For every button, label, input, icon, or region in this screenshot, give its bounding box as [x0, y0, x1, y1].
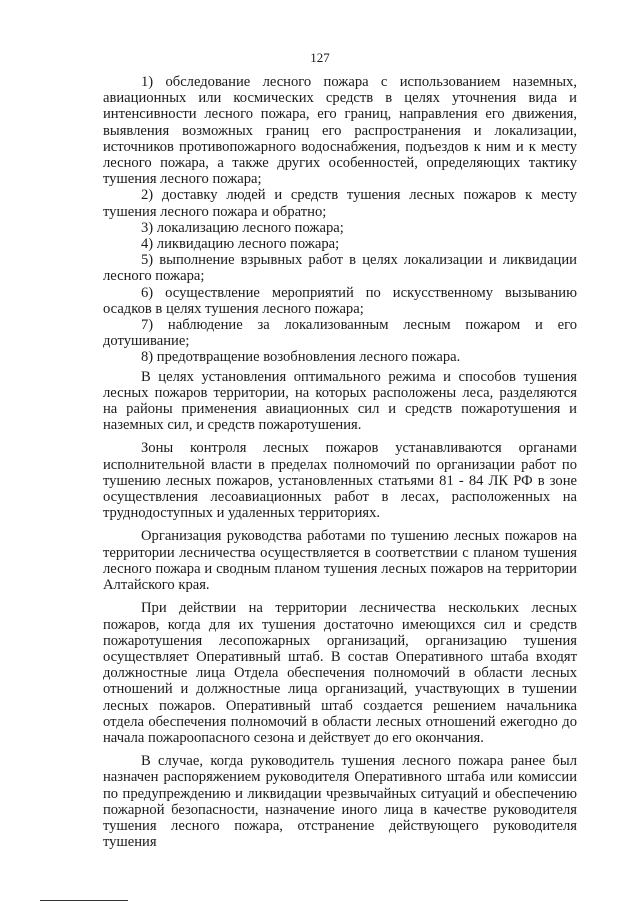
footnote-divider	[40, 900, 128, 901]
paragraph-fire-leader: В случае, когда руководитель тушения лесного пожара ранее был назначен распоряжением руководителя Оперативного штаба или комиссии по предупреждению и ликвидации чрезвычайных ситуаций и обеспечению пожарной безопасности, назначение иного лица в качестве руководителя тушения лесного пожара, отстранение действующего руководителя тушения	[103, 753, 577, 851]
paragraph-control-zones: Зоны контроля лесных пожаров устанавливаются органами исполнительной власти в пределах полномочий по организации работ по тушению лесных пожаров, установленных статьями 81 - 84 ЛК РФ в зоне осуществления лесоавиационных работ в лесах, расположенных на труднодоступных и удаленных территориях.	[103, 440, 577, 522]
paragraph-item-7: 7) наблюдение за локализованным лесным пожаром и его дотушивание;	[103, 317, 577, 350]
paragraph-operational-hq: При действии на территории лесничества нескольких лесных пожаров, когда для их тушения достаточно имеющихся сил и средств пожаротушения лесопожарных организаций, организацию тушения осуществляет Оперативный штаб. В состав Оперативного штаба входят должностные лица Отдела обеспечения полномочий в области лесных отношений и должностные лица организаций, участвующих в тушении лесных пожаров. Оперативный штаб создается решением начальника отдела обеспечения полномочий в области лесных отношений ежегодно до начала пожароопасного сезона и действует до его окончания.	[103, 600, 577, 746]
paragraph-item-2: 2) доставку людей и средств тушения лесных пожаров к месту тушения лесного пожара и обратно;	[103, 187, 577, 220]
paragraph-item-5: 5) выполнение взрывных работ в целях локализации и ликвидации лесного пожара;	[103, 252, 577, 285]
paragraph-zoning: В целях установления оптимального режима и способов тушения лесных пожаров территории, на которых расположены леса, разделяются на районы применения авиационных сил и средств пожаротушения и наземных сил, и средств пожаротушения.	[103, 368, 577, 434]
page-number: 127	[310, 50, 330, 65]
paragraph-item-1: 1) обследование лесного пожара с использованием наземных, авиационных или космических средств в целях уточнения вида и интенсивности лесного пожара, его границ, направления его движения, выявления возможных границ его распространения и локализации, источников противопожарного водоснабжения, подъездов к ним и к месту лесного пожара, а также других особенностей, определяющих тактику тушения лесного пожара;	[103, 74, 577, 188]
paragraph-item-6: 6) осуществление мероприятий по искусственному вызыванию осадков в целях тушения лесного пожара;	[103, 284, 577, 317]
paragraph-item-3: 3) локализацию лесного пожара;	[141, 219, 344, 236]
paragraph-item-4: 4) ликвидацию лесного пожара;	[141, 236, 340, 253]
document-body	[103, 74, 577, 850]
paragraph-item-8: 8) предотвращение возобновления лесного пожара.	[141, 349, 461, 366]
paragraph-management: Организация руководства работами по тушению лесных пожаров на территории лесничества осуществляется в соответствии с планом тушения лесного пожара и сводным планом тушения лесных пожаров на территории Алтайского края.	[103, 528, 577, 594]
